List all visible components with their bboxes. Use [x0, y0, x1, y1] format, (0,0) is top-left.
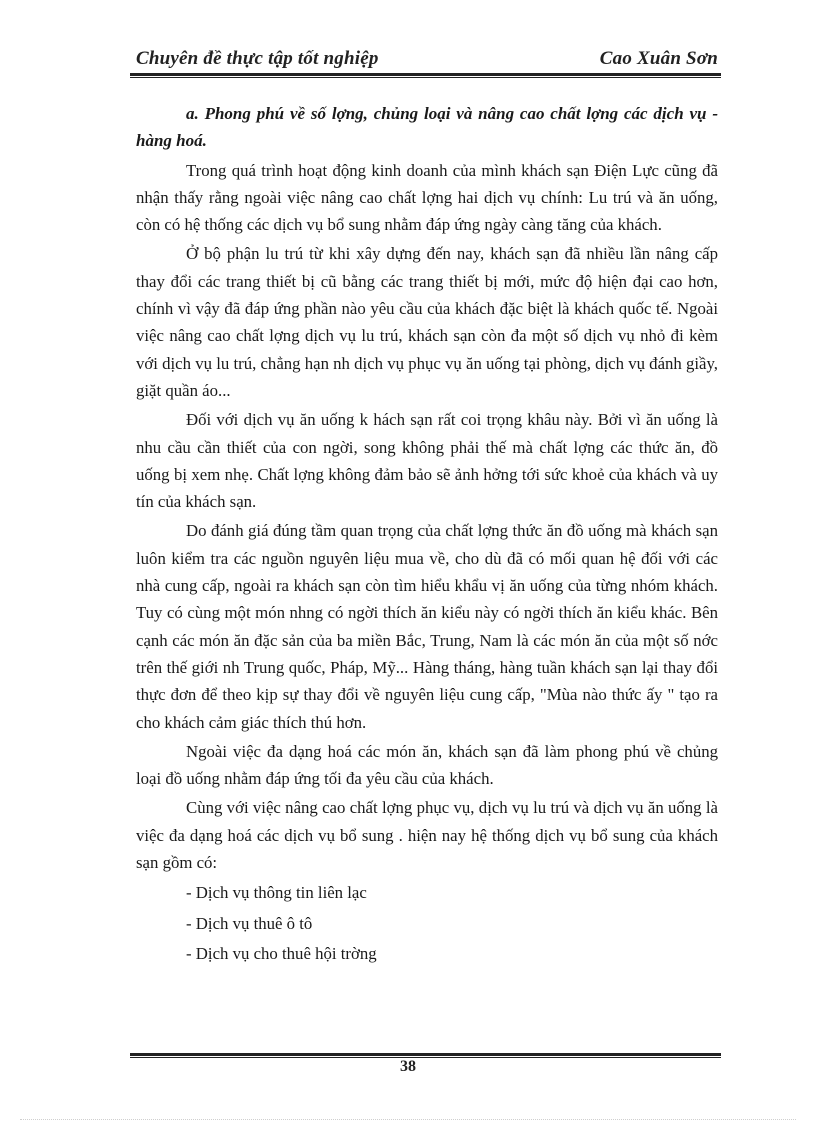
page-body	[136, 100, 718, 970]
paragraph: Ở bộ phận lu trú từ khi xây dựng đến nay, khách sạn đã nhiều lần nâng cấp thay đổi các trang thiết bị cũ bằng các trang thiết bị mới, mức độ hiện đại cao hơn, chính vì vậy đã đáp ứng phần nào yêu cầu của khách đặc biệt là khách quốc tế. Ngoài việc nâng cao chất lợng dịch vụ lu trú, khách sạn còn đa một số dịch vụ nhỏ đi kèm với dịch vụ lu trú, chẳng hạn nh dịch vụ phục vụ ăn uống tại phòng, dịch vụ đánh giầy, giặt quần áo...	[136, 244, 718, 400]
header-title: Chuyên đề thực tập tốt nghiệp	[136, 48, 379, 69]
paragraph: Đối với dịch vụ ăn uống k hách sạn rất coi trọng khâu này. Bởi vì ăn uống là nhu cầu cần thiết của con ngời, song không phải thế mà chất lợng các thức ăn, đồ uống bị xem nhẹ. Chất lợng không đảm bảo sẽ ảnh hởng tới sức khoẻ của khách và uy tín của khách sạn.	[136, 410, 718, 512]
list-item: - Dịch vụ thuê ô tô	[186, 913, 313, 933]
page-number: 38	[400, 1058, 416, 1075]
list-item: - Dịch vụ cho thuê hội trờng	[186, 944, 377, 964]
section-heading: a. Phong phú về số lợng, chủng loại và nâng cao chất lợng các dịch vụ - hàng hoá.	[136, 104, 718, 151]
page-edge-divider	[20, 1119, 796, 1120]
paragraph: Cùng với việc nâng cao chất lợng phục vụ, dịch vụ lu trú và dịch vụ ăn uống là việc đa dạng hoá các dịch vụ bổ sung . hiện nay hệ thống dịch vụ bổ sung của khách sạn gồm có:	[136, 798, 718, 873]
list-item: - Dịch vụ thông tin liên lạc	[186, 883, 367, 903]
paragraph: Do đánh giá đúng tầm quan trọng của chất lợng thức ăn đồ uống mà khách sạn luôn kiểm tra các nguồn nguyên liệu mua về, cho dù đã có mối quan hệ đối với các nhà cung cấp, ngoài ra khách sạn còn tìm hiểu khẩu vị ăn uống của từng nhóm khách. Tuy có cùng một món nhng có ngời thích ăn kiểu này có ngời thích ăn kiểu khác. Bên cạnh các món ăn đặc sản của ba miền Bắc, Trung, Nam là các món ăn của một số nớc trên thế giới nh Trung quốc, Pháp, Mỹ... Hàng tháng, hàng tuần khách sạn lại thay đổi thực đơn để theo kịp sự thay đổi về nguyên liệu cung cấp, "Mùa nào thức ấy " tạo ra cho khách cảm giác thích thú hơn.	[136, 521, 718, 732]
service-list	[136, 878, 718, 970]
paragraph: Trong quá trình hoạt động kinh doanh của mình khách sạn Điện Lực cũng đã nhận thấy rằng ngoài việc nâng cao chất lợng hai dịch vụ chính: Lu trú và ăn uống, còn có hệ thống các dịch vụ bổ sung nhằm đáp ứng ngày càng tăng của khách.	[136, 160, 718, 235]
header-author: Cao Xuân Sơn	[599, 48, 718, 69]
paragraph: Ngoài việc đa dạng hoá các món ăn, khách sạn đã làm phong phú về chủng loại đồ uống nhằm đáp ứng tối đa yêu cầu của khách.	[136, 741, 718, 789]
header-rule	[130, 73, 721, 78]
page-header	[136, 44, 720, 70]
